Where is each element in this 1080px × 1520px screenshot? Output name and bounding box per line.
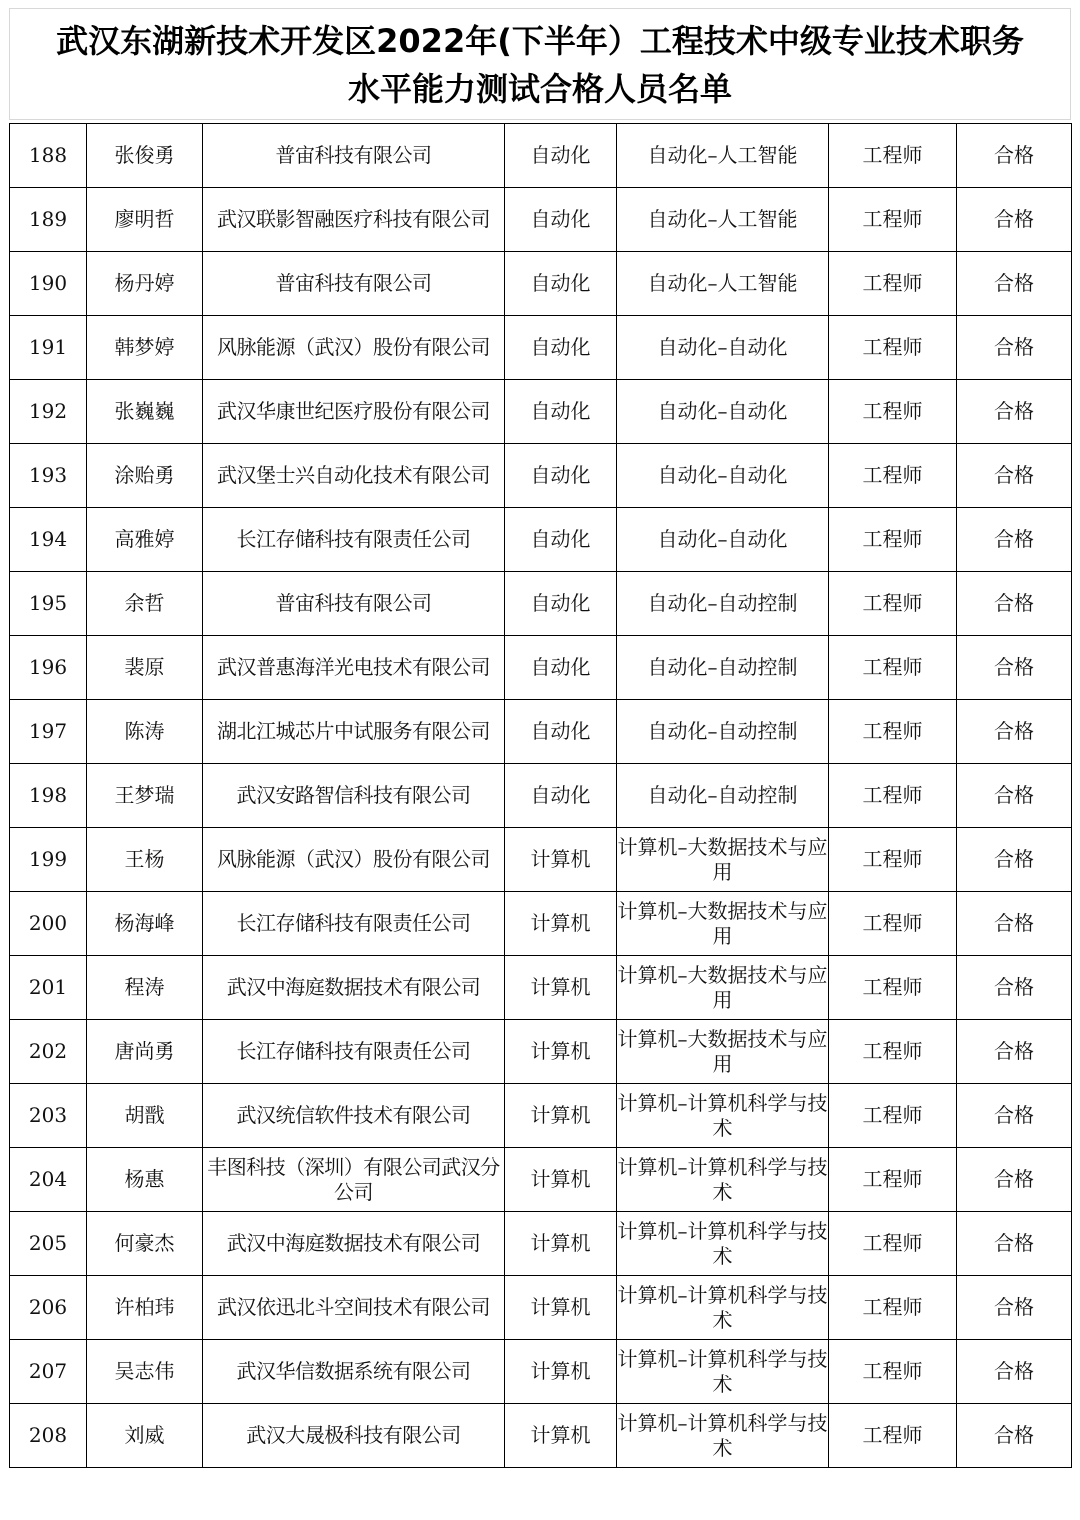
cell-major: 自动化 <box>505 700 617 764</box>
cell-result: 合格 <box>957 1020 1072 1084</box>
document-title <box>9 8 1071 120</box>
cell-specialty: 自动化–自动控制 <box>617 764 829 828</box>
cell-major: 计算机 <box>505 1404 617 1468</box>
cell-company: 武汉普惠海洋光电技术有限公司 <box>203 636 505 700</box>
cell-name: 韩梦婷 <box>87 316 203 380</box>
cell-major: 计算机 <box>505 828 617 892</box>
cell-job-title: 工程师 <box>829 444 957 508</box>
cell-name: 吴志伟 <box>87 1340 203 1404</box>
table-row <box>10 764 1072 828</box>
cell-major: 自动化 <box>505 188 617 252</box>
cell-number: 203 <box>10 1084 87 1148</box>
cell-job-title: 工程师 <box>829 1404 957 1468</box>
cell-major: 计算机 <box>505 1020 617 1084</box>
cell-specialty: 自动化–人工智能 <box>617 252 829 316</box>
cell-major: 计算机 <box>505 1084 617 1148</box>
cell-name: 唐尚勇 <box>87 1020 203 1084</box>
cell-company: 长江存储科技有限责任公司 <box>203 892 505 956</box>
cell-result: 合格 <box>957 188 1072 252</box>
cell-name: 陈涛 <box>87 700 203 764</box>
table-body <box>10 124 1072 1468</box>
cell-job-title: 工程师 <box>829 124 957 188</box>
cell-name: 杨惠 <box>87 1148 203 1212</box>
table-row <box>10 636 1072 700</box>
cell-number: 194 <box>10 508 87 572</box>
cell-company: 武汉联影智融医疗科技有限公司 <box>203 188 505 252</box>
cell-name: 程涛 <box>87 956 203 1020</box>
table-row <box>10 572 1072 636</box>
cell-specialty: 计算机–计算机科学与技术 <box>617 1212 829 1276</box>
cell-result: 合格 <box>957 508 1072 572</box>
cell-specialty: 自动化–人工智能 <box>617 124 829 188</box>
cell-result: 合格 <box>957 636 1072 700</box>
cell-number: 208 <box>10 1404 87 1468</box>
cell-name: 杨海峰 <box>87 892 203 956</box>
cell-number: 201 <box>10 956 87 1020</box>
cell-job-title: 工程师 <box>829 316 957 380</box>
cell-company: 丰图科技（深圳）有限公司武汉分公司 <box>203 1148 505 1212</box>
cell-result: 合格 <box>957 380 1072 444</box>
cell-company: 武汉华康世纪医疗股份有限公司 <box>203 380 505 444</box>
cell-number: 199 <box>10 828 87 892</box>
cell-result: 合格 <box>957 1084 1072 1148</box>
cell-major: 自动化 <box>505 252 617 316</box>
cell-number: 190 <box>10 252 87 316</box>
cell-name: 张巍巍 <box>87 380 203 444</box>
cell-major: 自动化 <box>505 572 617 636</box>
cell-specialty: 自动化–人工智能 <box>617 188 829 252</box>
cell-specialty: 自动化–自动控制 <box>617 700 829 764</box>
cell-name: 杨丹婷 <box>87 252 203 316</box>
cell-name: 廖明哲 <box>87 188 203 252</box>
table-row <box>10 1212 1072 1276</box>
cell-specialty: 自动化–自动控制 <box>617 572 829 636</box>
cell-result: 合格 <box>957 252 1072 316</box>
table-row <box>10 892 1072 956</box>
cell-company: 武汉大晟极科技有限公司 <box>203 1404 505 1468</box>
table-row <box>10 828 1072 892</box>
cell-result: 合格 <box>957 1148 1072 1212</box>
cell-job-title: 工程师 <box>829 1020 957 1084</box>
cell-number: 202 <box>10 1020 87 1084</box>
cell-result: 合格 <box>957 700 1072 764</box>
cell-result: 合格 <box>957 1276 1072 1340</box>
table-row <box>10 1084 1072 1148</box>
table-row <box>10 316 1072 380</box>
cell-major: 计算机 <box>505 1340 617 1404</box>
cell-job-title: 工程师 <box>829 700 957 764</box>
cell-name: 王杨 <box>87 828 203 892</box>
cell-number: 193 <box>10 444 87 508</box>
table-row <box>10 444 1072 508</box>
cell-result: 合格 <box>957 1404 1072 1468</box>
cell-name: 胡戬 <box>87 1084 203 1148</box>
title-line-1: 武汉东湖新技术开发区2022年(下半年）工程技术中级专业技术职务 <box>56 22 1024 60</box>
cell-job-title: 工程师 <box>829 572 957 636</box>
table-row <box>10 956 1072 1020</box>
cell-specialty: 计算机–计算机科学与技术 <box>617 1148 829 1212</box>
table-row <box>10 1148 1072 1212</box>
title-line-2: 水平能力测试合格人员名单 <box>347 70 732 108</box>
table-row <box>10 1276 1072 1340</box>
cell-job-title: 工程师 <box>829 828 957 892</box>
cell-result: 合格 <box>957 124 1072 188</box>
cell-number: 196 <box>10 636 87 700</box>
cell-company: 风脉能源（武汉）股份有限公司 <box>203 316 505 380</box>
cell-specialty: 计算机–大数据技术与应用 <box>617 828 829 892</box>
cell-name: 刘威 <box>87 1404 203 1468</box>
cell-job-title: 工程师 <box>829 892 957 956</box>
cell-major: 自动化 <box>505 380 617 444</box>
cell-number: 189 <box>10 188 87 252</box>
cell-job-title: 工程师 <box>829 1276 957 1340</box>
cell-number: 200 <box>10 892 87 956</box>
cell-major: 自动化 <box>505 124 617 188</box>
cell-number: 198 <box>10 764 87 828</box>
cell-name: 何豪杰 <box>87 1212 203 1276</box>
cell-result: 合格 <box>957 444 1072 508</box>
cell-company: 武汉堡士兴自动化技术有限公司 <box>203 444 505 508</box>
cell-name: 张俊勇 <box>87 124 203 188</box>
cell-job-title: 工程师 <box>829 1212 957 1276</box>
cell-specialty: 自动化–自动化 <box>617 380 829 444</box>
cell-major: 自动化 <box>505 508 617 572</box>
table-row <box>10 252 1072 316</box>
cell-company: 风脉能源（武汉）股份有限公司 <box>203 828 505 892</box>
cell-result: 合格 <box>957 956 1072 1020</box>
cell-specialty: 计算机–大数据技术与应用 <box>617 1020 829 1084</box>
cell-number: 207 <box>10 1340 87 1404</box>
cell-result: 合格 <box>957 764 1072 828</box>
cell-job-title: 工程师 <box>829 188 957 252</box>
cell-job-title: 工程师 <box>829 252 957 316</box>
cell-number: 192 <box>10 380 87 444</box>
table-row <box>10 1340 1072 1404</box>
cell-major: 计算机 <box>505 892 617 956</box>
cell-result: 合格 <box>957 828 1072 892</box>
cell-name: 高雅婷 <box>87 508 203 572</box>
cell-company: 湖北江城芯片中试服务有限公司 <box>203 700 505 764</box>
cell-number: 195 <box>10 572 87 636</box>
cell-specialty: 计算机–计算机科学与技术 <box>617 1340 829 1404</box>
cell-result: 合格 <box>957 316 1072 380</box>
cell-specialty: 自动化–自动控制 <box>617 636 829 700</box>
cell-company: 武汉中海庭数据技术有限公司 <box>203 1212 505 1276</box>
table-row <box>10 1404 1072 1468</box>
cell-name: 王梦瑞 <box>87 764 203 828</box>
cell-specialty: 计算机–计算机科学与技术 <box>617 1084 829 1148</box>
cell-specialty: 计算机–大数据技术与应用 <box>617 892 829 956</box>
cell-major: 自动化 <box>505 764 617 828</box>
cell-major: 自动化 <box>505 636 617 700</box>
cell-result: 合格 <box>957 1212 1072 1276</box>
cell-job-title: 工程师 <box>829 764 957 828</box>
cell-number: 188 <box>10 124 87 188</box>
cell-result: 合格 <box>957 892 1072 956</box>
cell-specialty: 自动化–自动化 <box>617 508 829 572</box>
cell-major: 自动化 <box>505 316 617 380</box>
cell-job-title: 工程师 <box>829 1148 957 1212</box>
cell-name: 余哲 <box>87 572 203 636</box>
cell-job-title: 工程师 <box>829 636 957 700</box>
cell-number: 206 <box>10 1276 87 1340</box>
table-row <box>10 124 1072 188</box>
cell-company: 武汉中海庭数据技术有限公司 <box>203 956 505 1020</box>
cell-specialty: 自动化–自动化 <box>617 444 829 508</box>
cell-company: 长江存储科技有限责任公司 <box>203 1020 505 1084</box>
cell-name: 裴原 <box>87 636 203 700</box>
cell-job-title: 工程师 <box>829 956 957 1020</box>
table-row <box>10 700 1072 764</box>
cell-company: 武汉华信数据系统有限公司 <box>203 1340 505 1404</box>
cell-major: 自动化 <box>505 444 617 508</box>
qualified-personnel-table <box>9 123 1072 1468</box>
cell-major: 计算机 <box>505 1212 617 1276</box>
cell-name: 许柏玮 <box>87 1276 203 1340</box>
table-row <box>10 188 1072 252</box>
cell-job-title: 工程师 <box>829 1084 957 1148</box>
table-row <box>10 380 1072 444</box>
cell-specialty: 计算机–计算机科学与技术 <box>617 1404 829 1468</box>
cell-major: 计算机 <box>505 1148 617 1212</box>
cell-number: 197 <box>10 700 87 764</box>
cell-job-title: 工程师 <box>829 380 957 444</box>
cell-company: 普宙科技有限公司 <box>203 252 505 316</box>
cell-company: 武汉安路智信科技有限公司 <box>203 764 505 828</box>
cell-result: 合格 <box>957 1340 1072 1404</box>
cell-number: 204 <box>10 1148 87 1212</box>
cell-result: 合格 <box>957 572 1072 636</box>
cell-job-title: 工程师 <box>829 1340 957 1404</box>
cell-number: 205 <box>10 1212 87 1276</box>
cell-specialty: 计算机–计算机科学与技术 <box>617 1276 829 1340</box>
cell-company: 普宙科技有限公司 <box>203 572 505 636</box>
cell-major: 计算机 <box>505 1276 617 1340</box>
cell-company: 普宙科技有限公司 <box>203 124 505 188</box>
cell-number: 191 <box>10 316 87 380</box>
table-row <box>10 1020 1072 1084</box>
cell-major: 计算机 <box>505 956 617 1020</box>
cell-specialty: 自动化–自动化 <box>617 316 829 380</box>
table-row <box>10 508 1072 572</box>
cell-company: 武汉依迅北斗空间技术有限公司 <box>203 1276 505 1340</box>
cell-company: 武汉统信软件技术有限公司 <box>203 1084 505 1148</box>
cell-job-title: 工程师 <box>829 508 957 572</box>
cell-name: 涂贻勇 <box>87 444 203 508</box>
cell-company: 长江存储科技有限责任公司 <box>203 508 505 572</box>
cell-specialty: 计算机–大数据技术与应用 <box>617 956 829 1020</box>
